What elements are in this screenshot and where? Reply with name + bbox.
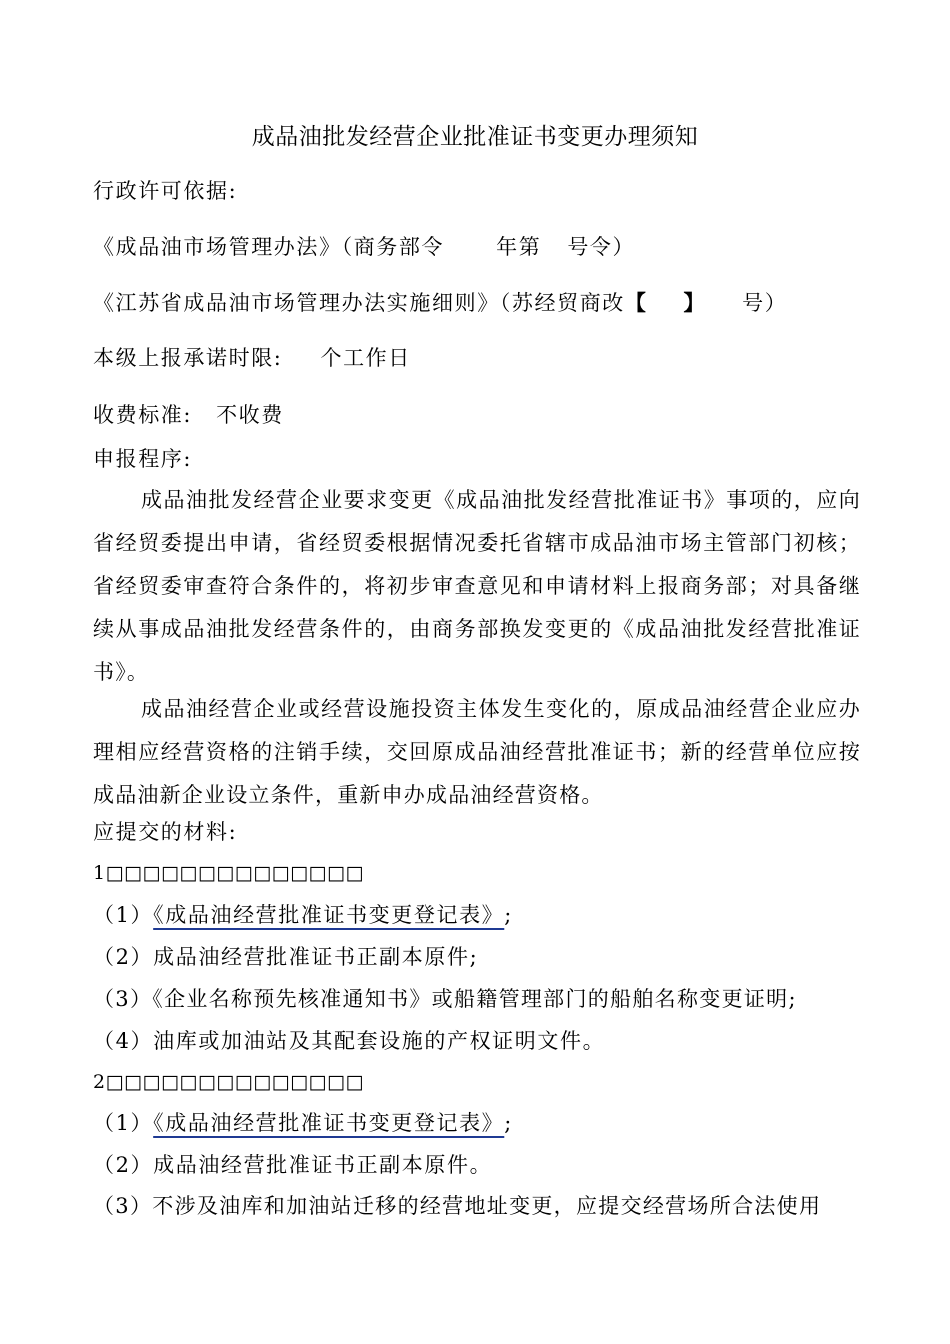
materials-section-1-heading: 1□□□□□□□□□□□□□□ xyxy=(93,862,364,884)
law-1-number: 号令） xyxy=(567,235,636,259)
law-2-issuer: （苏经贸商改 xyxy=(499,291,625,315)
item-number: （2） xyxy=(93,945,154,969)
item-text: 成品油经营批准证书正副本原件; xyxy=(153,945,479,969)
law-2-number: 号） xyxy=(742,291,788,315)
basis-law-2 xyxy=(93,288,787,318)
item-number: （3） xyxy=(93,987,153,1011)
list-item xyxy=(93,900,513,930)
list-item xyxy=(93,1108,513,1138)
item-text: 不涉及油库和加油站迁移的经营地址变更，应提交经营场所合法使用 xyxy=(152,1194,822,1218)
time-limit-label: 本级上报承诺时限: xyxy=(93,346,283,370)
procedure-label: 申报程序: xyxy=(93,447,193,471)
fee-label: 收费标准: xyxy=(93,403,193,427)
item-number: （3） xyxy=(93,1194,153,1218)
list-item xyxy=(93,942,478,972)
basis-label: 行政许可依据: xyxy=(93,179,238,203)
law-2-bracket-close: 】 xyxy=(683,290,707,315)
procedure-paragraph-2: 成品油经营企业或经营设施投资主体发生变化的，原成品油经营企业应办理相应经营资格的注销手续，交回原成品油经营批准证书；新的经营单位应按成品油新企业设立条件，重新申办成品油经营资格。 xyxy=(93,697,861,807)
basis-law-1 xyxy=(93,232,635,262)
fee-value: 不收费 xyxy=(216,403,284,427)
list-item xyxy=(93,984,797,1014)
fee-standard xyxy=(93,400,284,430)
list-item xyxy=(93,1150,492,1180)
list-item xyxy=(93,1191,821,1221)
item-number: （2） xyxy=(93,1153,154,1177)
change-registration-form-link[interactable]: 《成品油经营批准证书变更登记表》 xyxy=(153,1111,505,1135)
list-item xyxy=(93,1026,605,1056)
item-number: （4） xyxy=(93,1029,154,1053)
change-registration-form-link[interactable]: 《成品油经营批准证书变更登记表》 xyxy=(153,903,505,927)
item-text: 《企业名称预先核准通知书》或船籍管理部门的船舶名称变更证明; xyxy=(152,987,797,1011)
item-tail: ; xyxy=(504,1111,513,1135)
page-title: 成品油批发经营企业批准证书变更办理须知 xyxy=(251,124,699,150)
law-2-bracket-open: 【 xyxy=(624,290,648,315)
item-number: （1） xyxy=(93,903,154,927)
law-1-year: 年第 xyxy=(496,235,542,259)
item-number: （1） xyxy=(93,1111,154,1135)
materials-label: 应提交的材料: xyxy=(93,820,238,844)
law-1-issuer: （商务部令 xyxy=(341,235,445,259)
law-2-name: 《江苏省成品油市场管理办法实施细则》 xyxy=(93,291,500,315)
law-1-name: 《成品油市场管理办法》 xyxy=(93,235,342,259)
materials-section-2-heading: 2□□□□□□□□□□□□□□ xyxy=(93,1071,364,1093)
item-text: 成品油经营批准证书正副本原件。 xyxy=(153,1153,493,1177)
procedure-paragraph-1: 成品油批发经营企业要求变更《成品油批发经营批准证书》事项的，应向省经贸委提出申请，省经贸委根据情况委托省辖市成品油市场主管部门初核；省经贸委审查符合条件的，将初步审查意见和申请材料上报商务部；对具备继续从事成品油批发经营条件的，由商务部换发变更的《成品油批发经营批准证书》。 xyxy=(93,488,861,684)
time-limit xyxy=(93,343,411,373)
item-text: 油库或加油站及其配套设施的产权证明文件。 xyxy=(153,1029,606,1053)
item-tail: ; xyxy=(504,903,513,927)
time-limit-value: 个工作日 xyxy=(320,346,411,370)
